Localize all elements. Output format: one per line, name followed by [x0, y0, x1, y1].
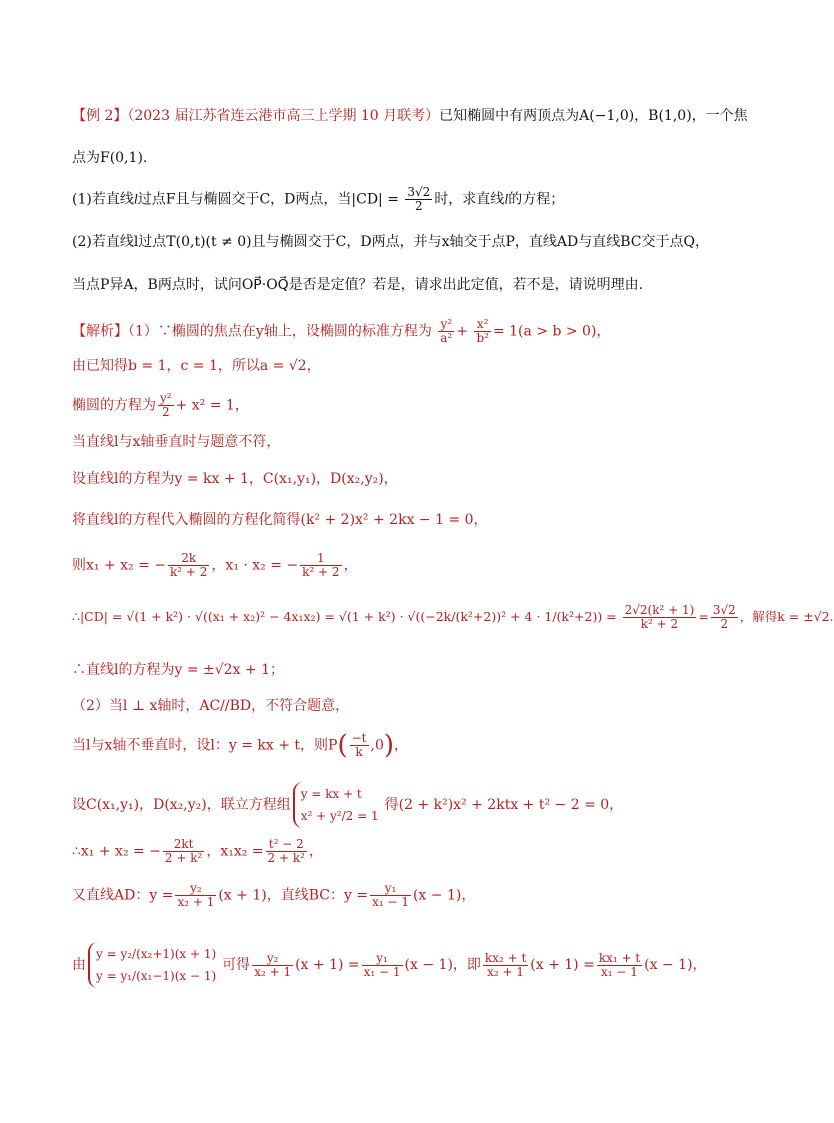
example-stem-line-2: [72, 148, 147, 168]
sol-p13-a: ∴x₁ + x₂ = −: [72, 843, 161, 860]
frac-kx1t: [597, 952, 642, 979]
sol-p15-b: 可得: [222, 957, 251, 973]
q2-text-1: (2)若直线l过点T(0,t)(t ≠ 0)且与椭圆交于C，D两点，并与x轴交于点P，直线AD与直线BC交于点Q，: [72, 234, 709, 250]
frac-num: 3√2: [712, 603, 736, 617]
system-1: [293, 782, 383, 828]
sol-p11-b: ，: [394, 737, 409, 754]
frac-num: kx₁ + t: [598, 950, 641, 965]
sol-p5: 设直线l的方程为y = kx + 1，C(x₁,y₁)，D(x₂,y₂)，: [72, 471, 398, 487]
solution-line-14: [72, 882, 475, 909]
sol-p7-c: ，: [343, 557, 358, 574]
frac-neg-t-k: [350, 732, 369, 759]
frac-num: −t: [351, 731, 367, 745]
frac-den: a²: [440, 331, 453, 345]
q1-fraction: [405, 186, 432, 213]
solution-line-2: [72, 356, 321, 376]
frac-num: y²: [438, 318, 454, 332]
solution-line-8: [72, 604, 834, 631]
solution-line-9: [72, 660, 284, 680]
frac-num: 1: [300, 552, 341, 566]
solution-line-5: [72, 469, 398, 489]
frac-y2-a2: [438, 318, 454, 345]
zero: 0: [374, 737, 384, 754]
frac-den: k: [355, 745, 363, 759]
sol-p9: ∴直线l的方程为y = ±√2x + 1；: [72, 662, 285, 678]
frac-num: 2kt: [163, 838, 204, 852]
example-stem-1: 已知椭圆中有两顶点为A(−1,0)，B(1,0)，一个焦: [439, 108, 748, 124]
sol-p15-e: (x + 1) =: [530, 957, 595, 973]
frac-y2-2: [158, 392, 174, 419]
frac-1: [300, 552, 341, 579]
solution-line-7: [72, 552, 358, 579]
example-stem-2: 点为F(0,1).: [72, 150, 148, 166]
sol-p13-b: ，x₁x₂ =: [206, 843, 264, 860]
sol-p14-b: (x + 1)，直线BC：y =: [218, 887, 369, 904]
frac-den: x₁ − 1: [363, 964, 401, 979]
sol-p8-b: =: [698, 609, 709, 624]
frac-num: y²: [160, 391, 172, 405]
sol-p8-c: ，解得k = ±√2.: [739, 609, 834, 624]
frac-den: x₂ + 1: [487, 964, 525, 979]
sol-p15-d: (x − 1)，即: [404, 957, 481, 973]
q1-text-b: 过点F且与椭圆交于C，D两点，当|CD| =: [137, 191, 399, 208]
paren-close: ): [383, 730, 395, 761]
frac-y1-x1m1-b: [362, 952, 403, 979]
frac-3sqrt2: [711, 604, 738, 631]
frac-den: k² + 2: [640, 617, 679, 631]
q1-text-d: 的方程；: [508, 191, 565, 208]
solution-line-15: [72, 942, 707, 988]
frac-num: y₂: [175, 882, 216, 896]
solution-line-1: 【解析】（1）∵椭圆的焦点在y轴上，设椭圆的标准方程为 $\frac{\text{y²}}{\text{a²}}$ + $\frac{\text{x²}}{\text{b²}}$ = 1(a > b > 0)，: [72, 317, 611, 345]
sol-p12-a: 设C(x₁,y₁)，D(x₂,y₂)，联立方程组: [72, 797, 291, 813]
sol-p14-a: 又直线AD：y =: [72, 887, 174, 904]
sol-p1-b: = 1(a > b > 0)，: [492, 323, 611, 340]
sol-p1-a: （1）∵椭圆的焦点在y轴上，设椭圆的标准方程为: [128, 323, 432, 340]
frac-den: x₁ − 1: [372, 895, 409, 909]
frac-t2m2: [266, 838, 307, 865]
sys1-eq-b: x² + y²/2 = 1: [300, 809, 379, 823]
question-1: [72, 186, 564, 213]
q1-var-l: l: [133, 192, 138, 208]
solution-line-11: 当l与x轴不垂直时，设l：y = kx + t，则P( $\frac{-t}{k}$ ,0)，: [72, 730, 409, 761]
example-stem-line-1: [72, 106, 748, 126]
frac-den: b²: [476, 331, 489, 345]
frac-y2-x2p1: [175, 882, 216, 909]
frac-res: [623, 604, 697, 631]
frac-num: kx₂ + t: [484, 950, 527, 965]
sol-p3-b: + x² = 1，: [175, 397, 249, 414]
sys2-eq-b: y = y₁/(x₁−1)(x − 1): [96, 969, 217, 983]
frac-num: y₂: [252, 952, 293, 966]
sol-p10: （2）当l ⊥ x轴时，AC//BD，不符合题意，: [72, 698, 350, 714]
sys1-eq-a: y = kx + t: [300, 787, 362, 801]
q1-frac-num: 3√2: [407, 185, 431, 199]
sol-p12-b: 得(2 + k²)x² + 2ktx + t² − 2 = 0，: [384, 797, 624, 813]
sol-p7-a: 则x₁ + x₂ = −: [72, 557, 167, 574]
sol-p8-a: ∴|CD| = √(1 + k²) · √((x₁ + x₂)² − 4x₁x₂) = √(1 + k²) · √((−2k/(k²+2))² + 4 · 1/(k²+2)) =: [72, 609, 617, 624]
frac-den: x₂ + 1: [177, 895, 215, 909]
frac-num: t² − 2: [266, 838, 307, 852]
frac-kx2t: [483, 952, 528, 979]
sol-p7-b: ，x₁ · x₂ = −: [211, 557, 299, 574]
frac-den: k² + 2: [302, 565, 340, 579]
example-source: （2023 届江苏省连云港市高三上学期 10 月联考）: [127, 108, 440, 124]
system-2: [88, 942, 220, 988]
solution-line-3: [72, 392, 249, 419]
sol-p3-a: 椭圆的方程为: [72, 397, 156, 414]
sol-p15-a: 由: [72, 957, 86, 973]
question-2-line-2: [72, 275, 643, 295]
q1-text-a: (1)若直线: [72, 191, 134, 208]
frac-num: y₁: [370, 882, 411, 896]
frac-den: 2 + k²: [267, 851, 305, 865]
frac-2k: [168, 552, 209, 579]
sol-p15-c: (x + 1) =: [295, 957, 360, 973]
sol-p11-a: 当l与x轴不垂直时，设l：y = kx + t，则P: [72, 737, 338, 754]
frac-y1-x1m1: [370, 882, 411, 909]
sol-p15-f: (x − 1)，: [644, 957, 707, 973]
sol-p4: 当直线l与x轴垂直时与题意不符，: [72, 434, 281, 450]
q2-text-2: 当点P异A，B两点时，试问OP⃗·OQ⃗是否是定值？若是，请求出此定值，若不是，请说明理由.: [72, 277, 644, 293]
sys2-eq-a: y = y₂/(x₂+1)(x + 1): [96, 947, 217, 961]
frac-den: x₁ − 1: [601, 964, 638, 979]
sol-p2: 由已知得b = 1，c = 1，所以a = √2，: [72, 358, 321, 374]
frac-num: 2k: [168, 552, 209, 566]
frac-num: x²: [474, 318, 491, 332]
frac-x2-b2: [474, 318, 491, 345]
solution-line-12: [72, 782, 623, 828]
frac-den: 2: [161, 405, 170, 419]
paren-open: (: [337, 730, 348, 761]
question-2-line-1: [72, 232, 709, 252]
sol-p14-c: (x − 1)，: [412, 887, 476, 904]
solution-tag: 【解析】: [72, 323, 128, 340]
sol-p6: 将直线l的方程代入椭圆的方程化简得(k² + 2)x² + 2kx − 1 = 0，: [72, 512, 488, 528]
solution-line-4: [72, 432, 280, 452]
frac-num: y₁: [362, 952, 403, 966]
frac-den: 2: [720, 617, 729, 631]
frac-num: 2√2(k² + 1): [624, 603, 695, 617]
q1-frac-den: 2: [415, 199, 423, 213]
solution-line-10: [72, 696, 349, 716]
example-tag: 【例 2】: [72, 108, 128, 124]
frac-2kt: [163, 838, 204, 865]
frac-den: k² + 2: [170, 565, 208, 579]
sol-p13-c: ，: [308, 843, 323, 860]
frac-den: 2 + k²: [164, 851, 203, 865]
solution-line-6: [72, 510, 488, 530]
solution-line-13: [72, 838, 323, 865]
frac-den: x₂ + 1: [254, 964, 292, 979]
q1-var-l2: l: [504, 192, 509, 208]
frac-y2-x2p1-b: [252, 952, 293, 979]
q1-text-c: 时，求直线: [434, 191, 505, 208]
